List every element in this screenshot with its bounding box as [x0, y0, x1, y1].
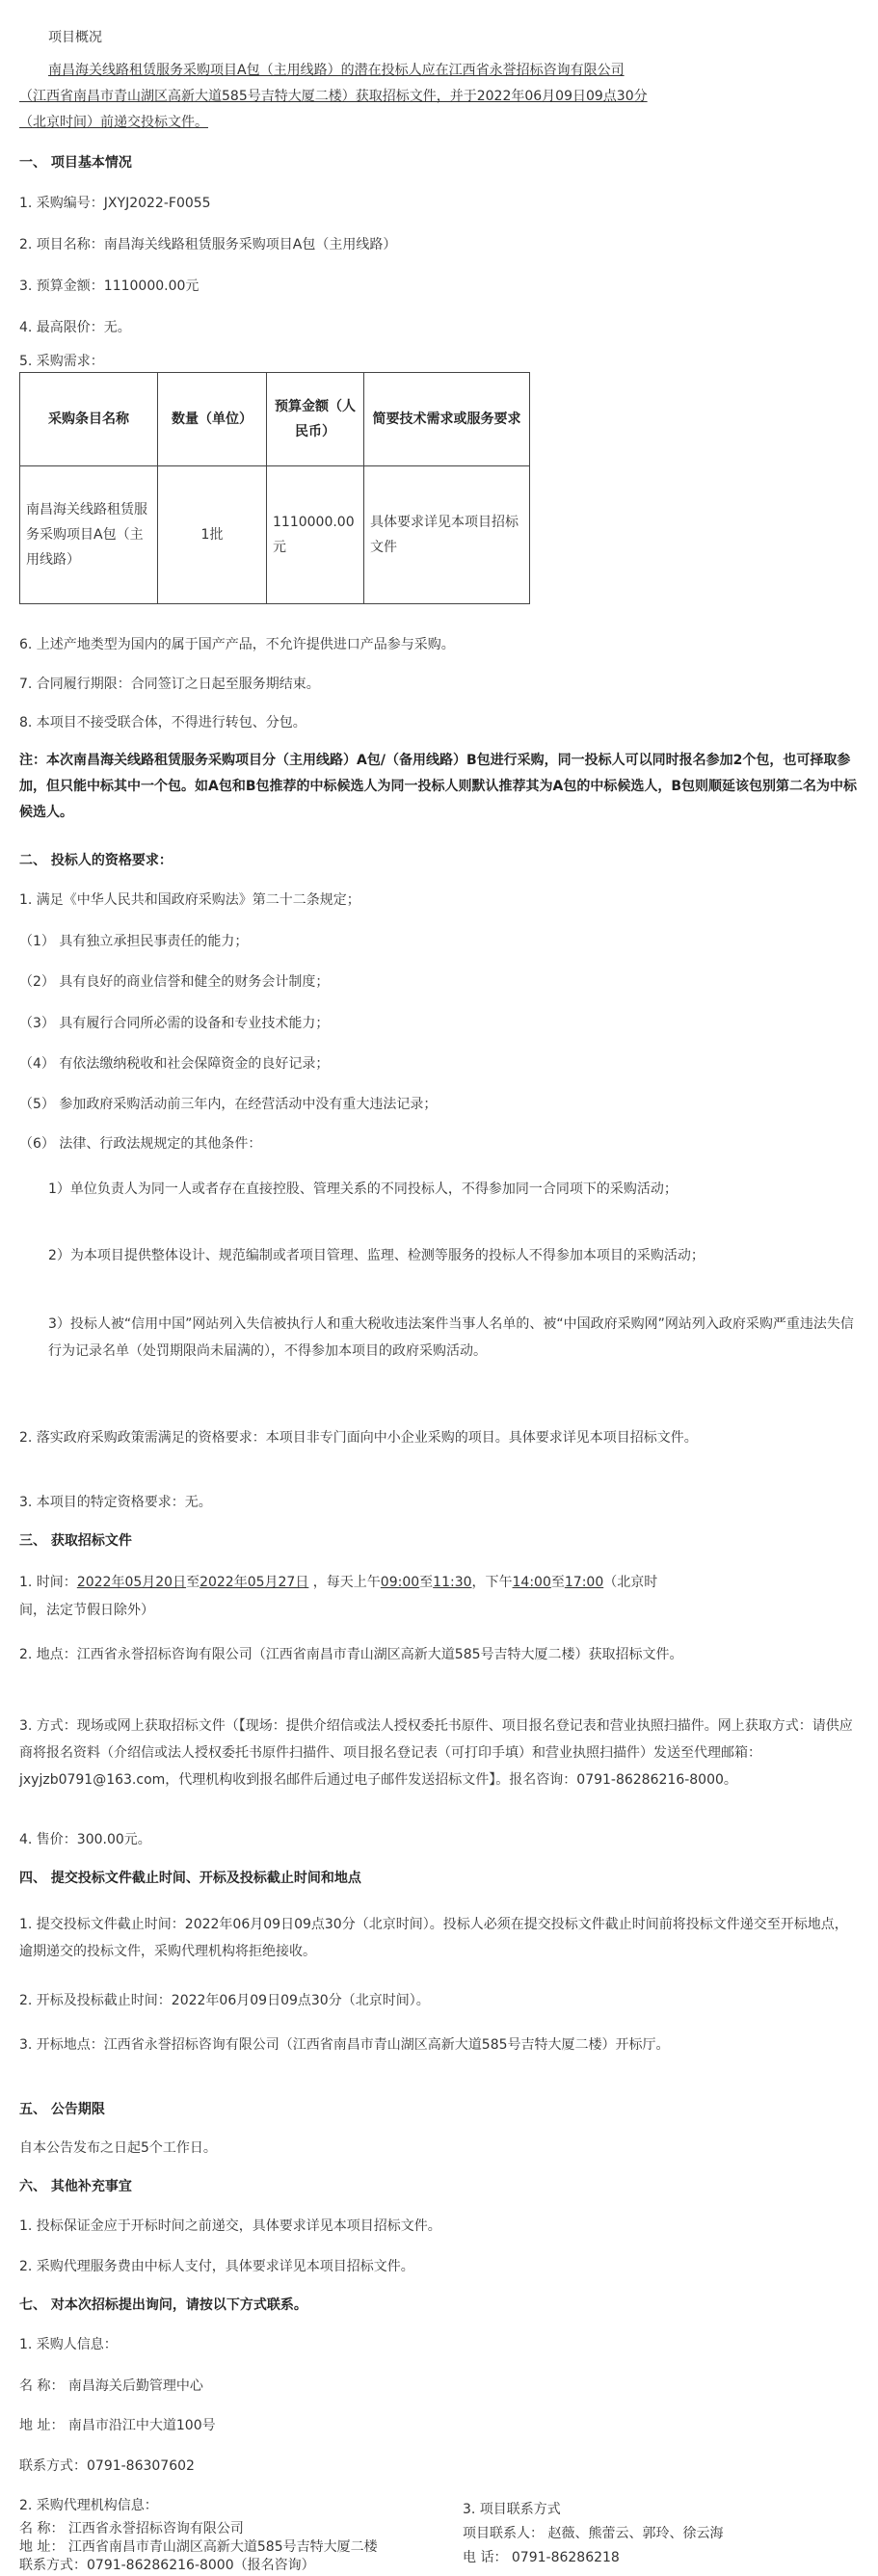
start-date: 2022年05月20日 — [76, 1575, 187, 1590]
service-fee: 2. 采购代理服务费由中标人支付，具体要求详见本项目招标文件。 — [19, 2259, 414, 2274]
overview-line-1: 南昌海关线路租赁服务采购项目A包（主用线路）的潜在投标人应在江西省永誉招标咨询有限公司 — [48, 63, 625, 78]
document-price: 4. 售价：300.00元。 — [19, 1832, 151, 1847]
section-5-title: 五、 公告期限 — [19, 2102, 105, 2117]
header-budget: 预算金额（人民币） — [267, 373, 364, 466]
acquisition-time — [19, 1574, 858, 1592]
no-consortium: 8. 本项目不接受联合体，不得进行转包、分包。 — [19, 715, 306, 730]
opening-place: 3. 开标地点：江西省永誉招标咨询有限公司（江西省南昌市青山湖区高新大道585号吉特大厦二楼）开标厅。 — [19, 2037, 670, 2053]
budget-amount: 3. 预算金额：1110000.00元 — [19, 279, 200, 294]
specific-requirement: 3. 本项目的特定资格要求：无。 — [19, 1495, 212, 1510]
time-to-2: 至 — [419, 1575, 434, 1590]
header-quantity: 数量（单位） — [158, 373, 267, 466]
time-to-3: 至 — [550, 1575, 565, 1590]
purchaser-phone: 联系方式：0791-86307602 — [19, 2458, 195, 2474]
bid-deadline: 1. 提交投标文件截止时间：2022年06月09日09点30分（北京时间）。投标人必须在提交投标文件截止时间前将投标文件递交至开标地点，逾期递交的投标文件，采购代理机构将拒绝接收。 — [19, 1917, 848, 1959]
overview-heading: 项目概况 — [48, 30, 102, 45]
overview-line-2: （江西省南昌市青山湖区高新大道585号吉特大厦二楼）获取招标文件，并于2022年06月09日09点30分 — [19, 89, 648, 104]
condition-1: （1） 具有独立承担民事责任的能力； — [19, 934, 249, 949]
requirements-table — [19, 372, 530, 604]
lot-note: 注：本次南昌海关线路租赁服务采购项目分（主用线路）A包/（备用线路）B包进行采购，同一投标人可以同时报名参加2个包，也可择取参加，但只能中标其中一个包。如A包和B包推荐的中标候选人为同一投标人则默认推荐其为A包的中标候选人，B包则顺延该包别第二名为中标候选人。 — [19, 753, 858, 820]
section-1-title: 一、 项目基本情况 — [19, 155, 132, 171]
afternoon-end: 17:00 — [564, 1575, 604, 1590]
section-4-title: 四、 提交投标文件截止时间、开标及投标截止时间和地点 — [19, 1871, 361, 1886]
time-to-1: 至 — [186, 1575, 200, 1590]
condition-3: （3） 具有履行合同所必需的设备和专业技术能力； — [19, 1016, 330, 1031]
time-morning: ，每天上午 — [308, 1575, 381, 1590]
morning-start: 09:00 — [380, 1575, 420, 1590]
opening-time: 2. 开标及投标截止时间：2022年06月09日09点30分（北京时间）。 — [19, 1993, 430, 2008]
cell-budget: 1110000.00元 — [267, 466, 364, 604]
qualification-law: 1. 满足《中华人民共和国政府采购法》第二十二条规定； — [19, 892, 360, 908]
condition-2: （2） 具有良好的商业信誉和健全的财务会计制度； — [19, 974, 330, 990]
section-2-title: 二、 投标人的资格要求： — [19, 853, 173, 868]
morning-end: 11:30 — [433, 1575, 472, 1590]
procurement-number: 1. 采购编号：JXYJ2022-F0055 — [19, 196, 211, 211]
project-contact-heading: 3. 项目联系方式 — [463, 2502, 561, 2517]
condition-6: （6） 法律、行政法规规定的其他条件： — [19, 1136, 262, 1152]
header-item-name: 采购条目名称 — [20, 373, 158, 466]
extra-condition-2: 2）为本项目提供整体设计、规范编制或者项目管理、监理、检测等服务的投标人不得参加本项目的采购活动； — [48, 1248, 705, 1263]
agency-heading: 2. 采购代理机构信息： — [19, 2498, 158, 2513]
cell-item-name: 南昌海关线路租赁服务采购项目A包（主用线路） — [20, 466, 158, 604]
acquisition-time-line-2: 间，法定节假日除外） — [19, 1603, 154, 1618]
acquisition-method: 3. 方式：现场或网上获取招标文件（【现场：提供介绍信或法人授权委托书原件、项目报名登记表和营业执照扫描件。网上获取方式：请供应商将报名资料（介绍信或法人授权委托书原件扫描件、项目报名登记表（可打印手填）和营业执照扫描件）发送至代理邮箱：jxyjzb0791@163.com，代理机构收到报名邮件后通过电子邮件发送招标文件】。报名咨询：0791-86286216-8000。 — [19, 1718, 853, 1788]
time-afternoon: ，下午 — [471, 1575, 513, 1590]
extra-condition-3: 3）投标人被“信用中国”网站列入失信被执行人和重大税收违法案件当事人名单的、被“中国政府采购网”网站列入政府采购严重违法失信行为记录名单（处罚期限尚未届满的），不得参加本项目的政府采购活动。 — [48, 1316, 854, 1359]
afternoon-start: 14:00 — [512, 1575, 551, 1590]
purchaser-address: 地 址： 南昌市沿江中大道100号 — [19, 2418, 216, 2433]
contract-period: 7. 合同履行期限：合同签订之日起至服务期结束。 — [19, 677, 320, 692]
condition-5: （5） 参加政府采购活动前三年内，在经营活动中没有重大违法记录； — [19, 1097, 438, 1112]
purchaser-heading: 1. 采购人信息： — [19, 2337, 118, 2352]
table-header-row — [20, 373, 530, 466]
announcement-period: 自本公告发布之日起5个工作日。 — [19, 2140, 217, 2156]
section-3-title: 三、 获取招标文件 — [19, 1533, 132, 1549]
agency-name: 名 称： 江西省永誉招标咨询有限公司 — [19, 2521, 244, 2536]
section-7-title: 七、 对本次招标提出询问，请按以下方式联系。 — [19, 2297, 307, 2313]
extra-condition-1: 1）单位负责人为同一人或者存在直接控股、管理关系的不同投标人，不得参加同一合同项下的采购活动； — [48, 1182, 678, 1197]
domestic-products-note: 6. 上述产地类型为国内的属于国产产品，不允许提供进口产品参与采购。 — [19, 637, 455, 652]
policy-requirement: 2. 落实政府采购政策需满足的资格要求：本项目非专门面向中小企业采购的项目。具体要求详见本项目招标文件。 — [19, 1430, 698, 1446]
section-6-title: 六、 其他补充事宜 — [19, 2179, 132, 2194]
acquisition-place: 2. 地点：江西省永誉招标咨询有限公司（江西省南昌市青山湖区高新大道585号吉特大厦二楼）获取招标文件。 — [19, 1647, 683, 1662]
project-name: 2. 项目名称：南昌海关线路租赁服务采购项目A包（主用线路） — [19, 237, 397, 252]
purchaser-name: 名 称： 南昌海关后勤管理中心 — [19, 2378, 203, 2394]
header-requirements: 简要技术需求或服务要求 — [364, 373, 530, 466]
project-contact-people: 项目联系人： 赵薇、熊蕾云、郭玲、徐云海 — [463, 2526, 724, 2541]
condition-4: （4） 有依法缴纳税收和社会保障资金的良好记录； — [19, 1056, 330, 1072]
procurement-needs-label: 5. 采购需求： — [19, 354, 104, 369]
time-suffix: （北京时 — [603, 1575, 658, 1590]
table-row — [20, 466, 530, 604]
max-price: 4. 最高限价：无。 — [19, 320, 131, 335]
project-contact-phone: 电 话： 0791-86286218 — [463, 2550, 620, 2565]
end-date: 2022年05月27日 — [200, 1575, 309, 1590]
cell-quantity: 1批 — [158, 466, 267, 604]
bid-bond: 1. 投标保证金应于开标时间之前递交，具体要求详见本项目招标文件。 — [19, 2218, 441, 2234]
overview-line-3: （北京时间）前递交投标文件。 — [19, 115, 208, 130]
time-label: 1. 时间： — [19, 1575, 77, 1590]
cell-requirements: 具体要求详见本项目招标文件 — [364, 466, 530, 604]
agency-phone: 联系方式：0791-86286216-8000（报名咨询） — [19, 2558, 315, 2573]
agency-address: 地 址： 江西省南昌市青山湖区高新大道585号吉特大厦二楼 — [19, 2539, 378, 2555]
